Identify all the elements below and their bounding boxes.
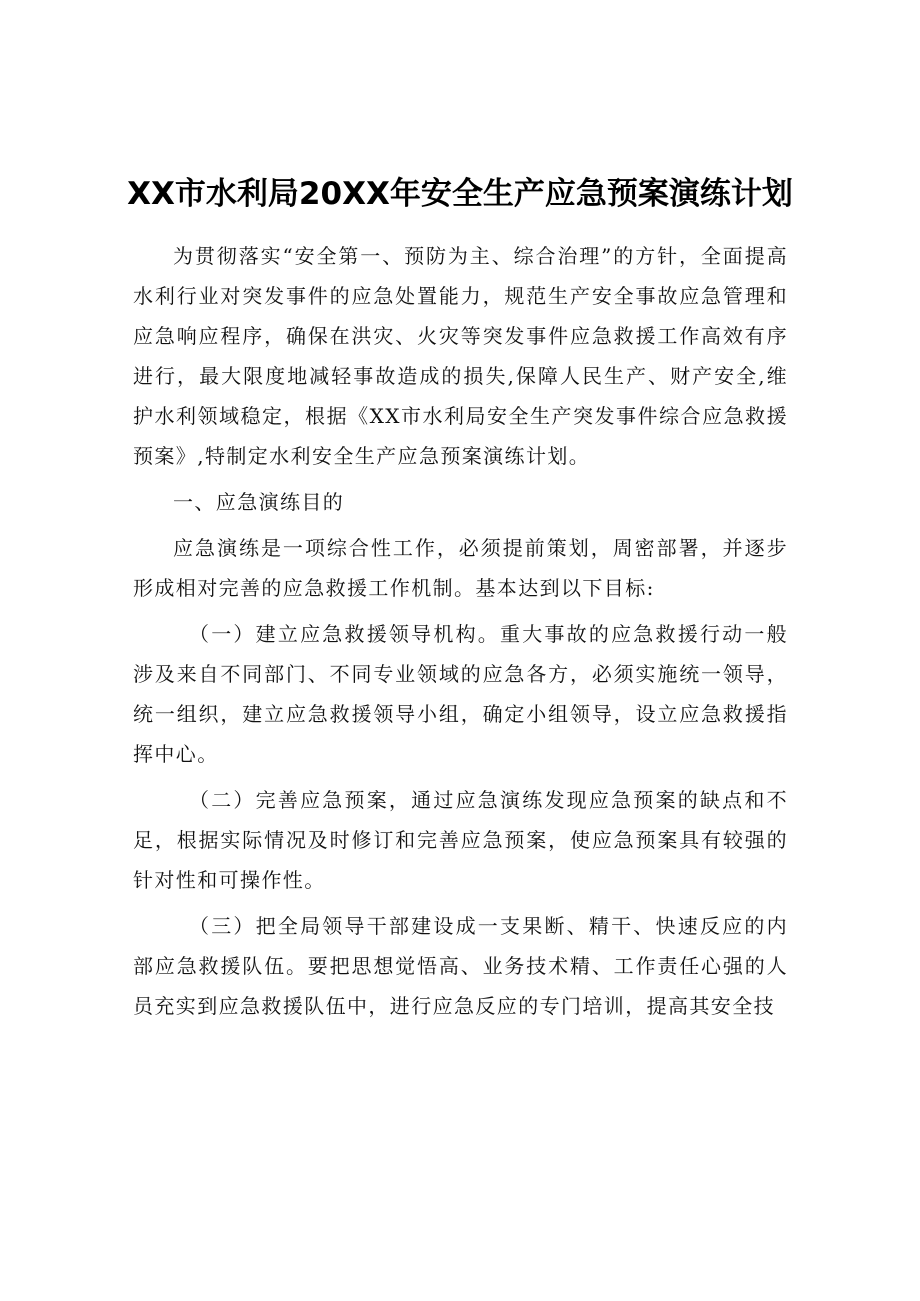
- section-paragraph: 应急演练是一项综合性工作，必须提前策划，周密部署，并逐步形成相对完善的应急救援工作机制。基本达到以下目标:: [133, 536, 788, 600]
- section-heading: 一、应急演练目的: [173, 490, 345, 514]
- list-item-1: （一）建立应急救援领导机构。重大事故的应急救援行动一般涉及来自不同部门、不同专业领域的应急各方，必须实施统一领导，统一组织，建立应急救援领导小组，确定小组领导，设立应急救援指挥中心。: [133, 622, 788, 766]
- intro-paragraph: 为贯彻落实“安全第一、预防为主、综合治理”的方针，全面提高水利行业对突发事件的应急处置能力，规范生产安全事故应急管理和应急响应程序，确保在洪灾、火灾等突发事件应急救援工作高效有序进行，最大限度地减轻事故造成的损失,保障人民生产、财产安全,维护水利领域稳定，根据《XX市水利局安全生产突发事件综合应急救援预案》,特制定水利安全生产应急预案演练计划。: [133, 244, 788, 468]
- list-item-3: （三）把全局领导干部建设成一支果断、精干、快速反应的内部应急救援队伍。要把思想觉悟高、业务技术精、工作责任心强的人员充实到应急救援队伍中，进行应急反应的专门培训，提高其安全技: [133, 914, 788, 1018]
- list-item-2: （二）完善应急预案，通过应急演练发现应急预案的缺点和不足，根据实际情况及时修订和完善应急预案，使应急预案具有较强的针对性和可操作性。: [133, 788, 788, 892]
- document-body: [133, 236, 788, 1026]
- document-title: XX市水利局20XX年安全生产应急预案演练计划: [127, 176, 793, 212]
